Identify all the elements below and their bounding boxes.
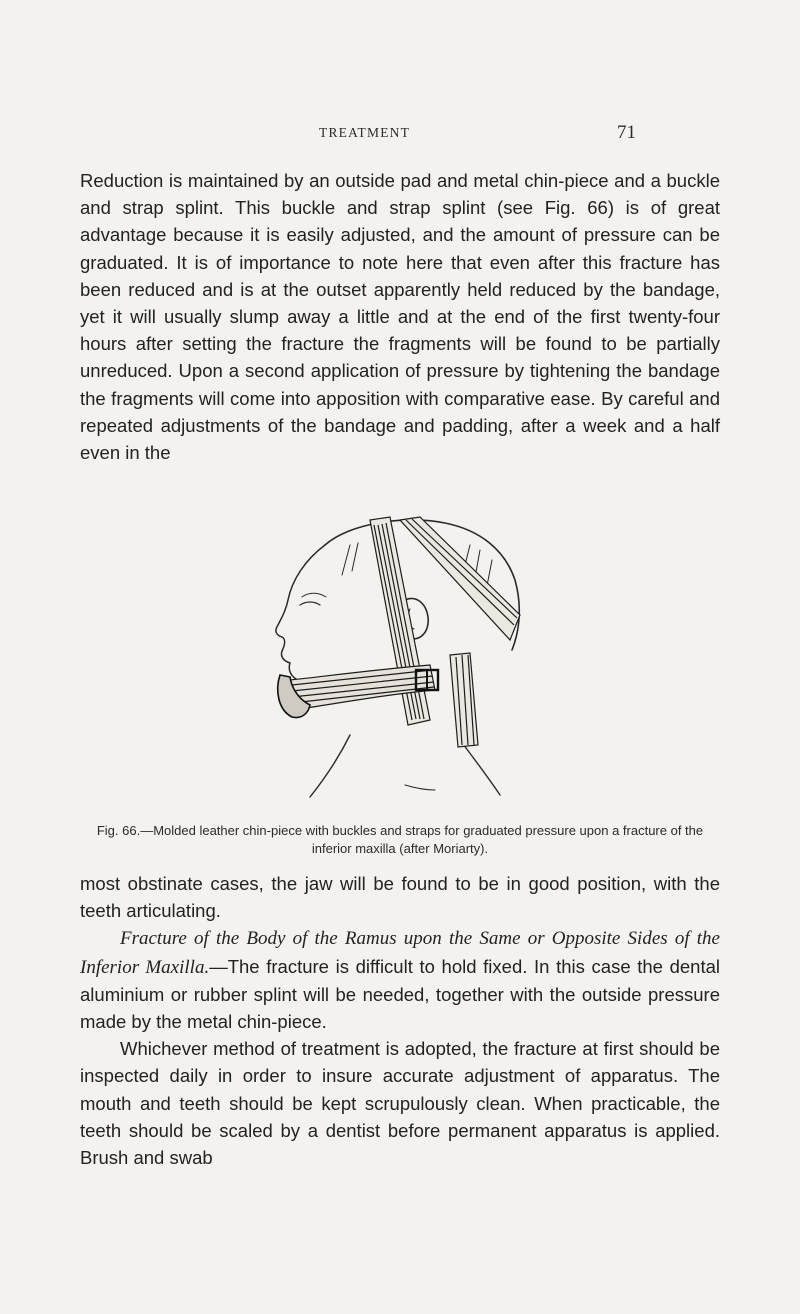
paragraph-treatment-method: Whichever method of treatment is adopted, the fracture at first should be inspected daily in order to insure accurate adjustment of apparatus. The mouth and teeth should be kept scrupulously clean. When practicable, the teeth should be scaled by a dentist before permanent apparatus is applied. Brush and swab xyxy=(80,1038,720,1169)
rear-strap xyxy=(450,653,478,747)
running-title: TREATMENT xyxy=(319,125,411,140)
figure-66 xyxy=(230,505,570,810)
face-profile xyxy=(276,545,325,695)
section-heading: Fracture of the Body of the Ramus upon the Same or Opposite Sides of the Inferior Maxilla. xyxy=(80,928,720,978)
body-text-bottom xyxy=(80,870,720,1171)
paragraph-ramus-fracture xyxy=(80,924,720,1035)
neck-front xyxy=(310,735,350,797)
body-text-top xyxy=(80,167,720,466)
paragraph-reduction: Reduction is maintained by an outside pad and metal chin-piece and a buckle and strap splint. This buckle and strap splint (see Fig. 66) is of great advantage because it is easily adjusted, and the amount of pressure can be graduated. It is of importance to note here that even after this fracture has been reduced and is at the outset apparently held reduced by the bandage, yet it will usually slump away a little and at the end of the first twenty-four hours after setting the fracture the fragments will be found to be partially unreduced. Upon a second application of pressure by tightening the bandage the fragments will come into apposition with comparative ease. By careful and repeated adjustments of the bandage and padding, after a week and a half even in the xyxy=(80,170,720,464)
bandaged-head-illustration xyxy=(230,505,570,810)
eye xyxy=(300,602,320,605)
page-number: 71 xyxy=(617,122,636,143)
figure-caption: Fig. 66.—Molded leather chin-piece with buckles and straps for graduated pressure upon a fracture of the inferior maxilla (after Moriarty). xyxy=(96,823,704,856)
paragraph-continuation: most obstinate cases, the jaw will be found to be in good position, with the teeth articulating. xyxy=(80,873,720,922)
section-text: —The fracture is difficult to hold fixed. In this case the dental aluminium or rubber splint will be needed, together with the outside pressure made by the metal chin-piece. xyxy=(80,955,721,1033)
diagonal-strap xyxy=(400,517,520,640)
neck-back xyxy=(460,740,500,795)
running-head xyxy=(0,122,800,152)
